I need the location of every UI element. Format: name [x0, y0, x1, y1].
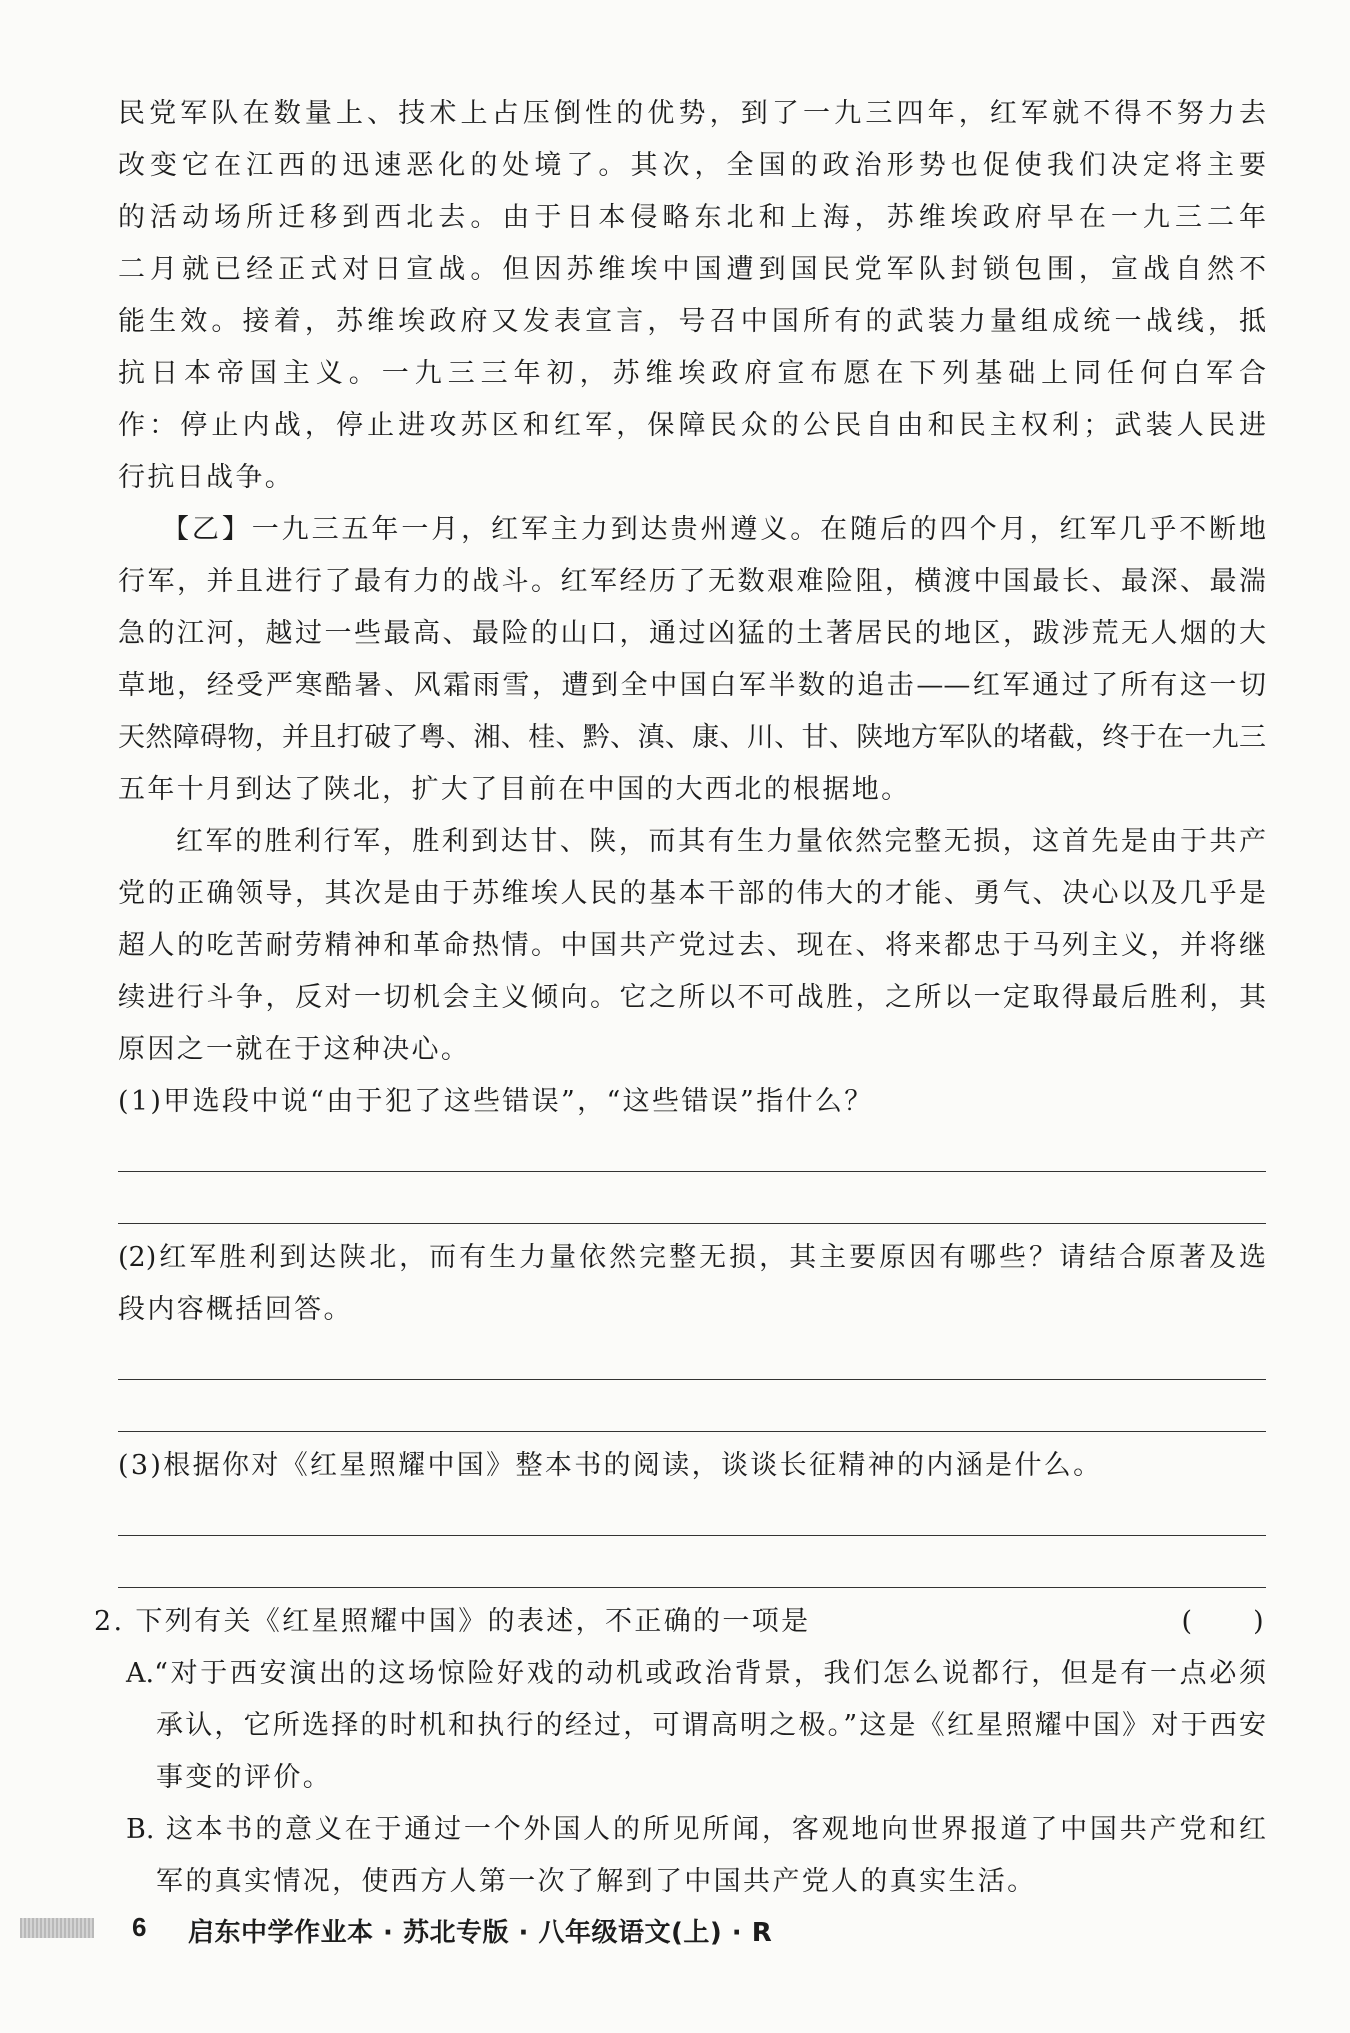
passage-line: 党的正确领导，其次是由于苏维埃人民的基本干部的伟大的才能、勇气、决心以及几乎是 [118, 878, 1266, 909]
answer-parentheses[interactable]: ( ) [1181, 1606, 1266, 1637]
option-a[interactable] [94, 1648, 1266, 1804]
passage-line: 天然障碍物，并且打破了粤、湘、桂、黔、滇、康、川、甘、陕地方军队的堵截，终于在一九三 [118, 722, 1266, 753]
option-b-text: B. 这本书的意义在于通过一个外国人的所见所闻，客观地向世界报道了中国共产党和红 [126, 1814, 1266, 1845]
answer-line[interactable] [118, 1128, 1266, 1180]
page-footer [20, 1912, 1120, 1948]
question-3-text: (3)根据你对《红星照耀中国》整本书的阅读，谈谈长征精神的内涵是什么。 [118, 1450, 1103, 1481]
answer-line[interactable] [118, 1492, 1266, 1544]
passage-line: 红军的胜利行军，胜利到达甘、陕，而其有生力量依然完整无损，这首先是由于共产 [176, 826, 1266, 857]
passage-line: 改变它在江西的迅速恶化的处境了。其次，全国的政治形势也促使我们决定将主要 [118, 150, 1266, 181]
answer-line[interactable] [118, 1388, 1266, 1440]
option-a-text: 承认，它所选择的时机和执行的经过，可谓高明之极。”这是《红星照耀中国》对于西安 [156, 1710, 1266, 1741]
option-a-text: A.“对于西安演出的这场惊险好戏的动机或政治背景，我们怎么说都行，但是有一点必须 [126, 1658, 1266, 1689]
passage-line: 超人的吃苦耐劳精神和革命热情。中国共产党过去、现在、将来都忠于马列主义，并将继 [118, 930, 1266, 961]
page-content [94, 88, 1266, 1908]
passage-line: 行军，并且进行了最有力的战斗。红军经历了无数艰难险阻，横渡中国最长、最深、最湍 [118, 566, 1266, 597]
answer-line[interactable] [118, 1544, 1266, 1596]
answer-line[interactable] [118, 1180, 1266, 1232]
answer-line[interactable] [118, 1336, 1266, 1388]
passage-yi [118, 504, 1266, 816]
passage-jia [118, 88, 1266, 504]
option-b-text: 军的真实情况，使西方人第一次了解到了中国共产党人的真实生活。 [156, 1866, 1037, 1897]
question-1 [118, 1076, 1266, 1232]
question-1-text: (1)甲选段中说“由于犯了这些错误”，“这些错误”指什么？ [118, 1086, 874, 1117]
passage-line: 二月就已经正式对日宣战。但因苏维埃中国遭到国民党军队封锁包围，宣战自然不 [118, 254, 1266, 285]
question-2-text: (2)红军胜利到达陕北，而有生力量依然完整无损，其主要原因有哪些？请结合原著及选 [118, 1242, 1266, 1273]
book-title: 启东中学作业本 · 苏北专版 · 八年级语文(上) · R [188, 1918, 773, 1948]
passage-line: 的活动场所迁移到西北去。由于日本侵略东北和上海，苏维埃政府早在一九三二年 [118, 202, 1266, 233]
passage-line: 行抗日战争。 [118, 462, 295, 493]
multiple-choice-question [94, 1596, 1266, 1908]
mc-stem: 2. 下列有关《红星照耀中国》的表述，不正确的一项是 [94, 1606, 811, 1637]
passage-line: 能生效。接着，苏维埃政府又发表宣言，号召中国所有的武装力量组成统一战线，抵 [118, 306, 1266, 337]
question-3 [118, 1440, 1266, 1596]
passage-line: 作：停止内战，停止进攻苏区和红军，保障民众的公民自由和民主权利；武装人民进 [118, 410, 1266, 441]
passage-line: 续进行斗争，反对一切机会主义倾向。它之所以不可战胜，之所以一定取得最后胜利，其 [118, 982, 1266, 1013]
passage-yi-paragraph-2 [118, 816, 1266, 1076]
question-2 [118, 1232, 1266, 1440]
passage-line: 五年十月到达了陕北，扩大了目前在中国的大西北的根据地。 [118, 774, 911, 805]
passage-line: 急的江河，越过一些最高、最险的山口，通过凶猛的土著居民的地区，跋涉荒无人烟的大 [118, 618, 1266, 649]
passage-line: 抗日本帝国主义。一九三三年初，苏维埃政府宣布愿在下列基础上同任何白军合 [118, 358, 1266, 389]
question-2-text-cont: 段内容概括回答。 [118, 1294, 353, 1325]
option-b[interactable] [94, 1804, 1266, 1908]
passage-line: 【乙】一九三五年一月，红军主力到达贵州遵义。在随后的四个月，红军几乎不断地 [162, 514, 1266, 545]
option-a-text: 事变的评价。 [156, 1762, 333, 1793]
passage-line: 原因之一就在于这种决心。 [118, 1034, 471, 1065]
passage-line: 草地，经受严寒酷暑、风霜雨雪，遭到全中国白军半数的追击——红军通过了所有这一切 [118, 670, 1266, 701]
footer-decor-bar [20, 1918, 94, 1938]
page-number: 6 [132, 1912, 147, 1942]
passage-line: 民党军队在数量上、技术上占压倒性的优势，到了一九三四年，红军就不得不努力去 [118, 98, 1266, 129]
